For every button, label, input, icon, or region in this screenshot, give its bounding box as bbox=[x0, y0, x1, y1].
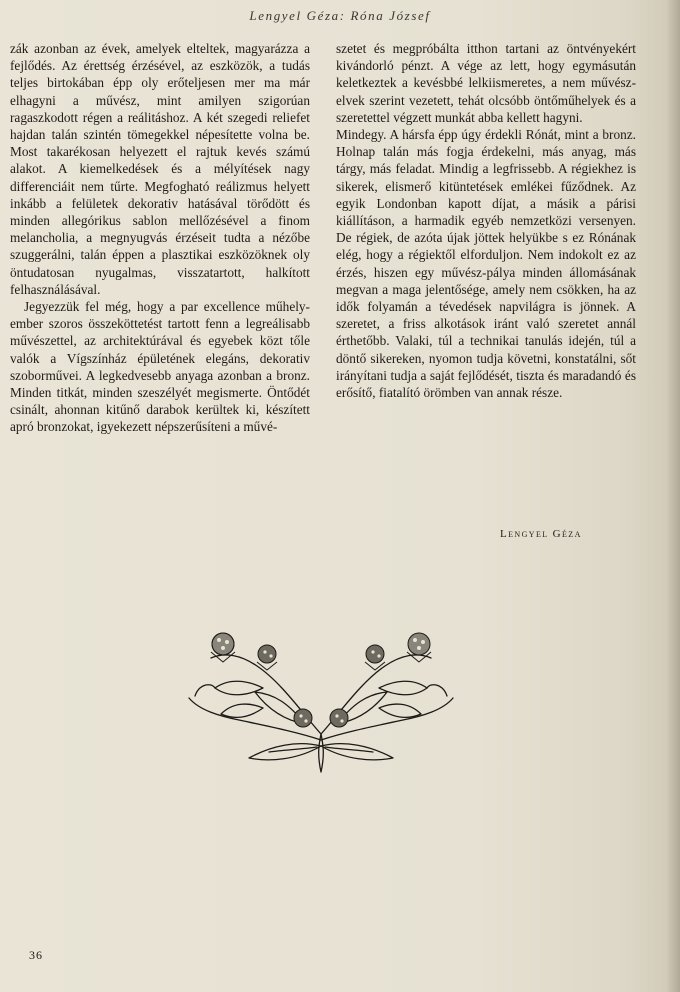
running-head: Lengyel Géza: Róna József bbox=[249, 8, 431, 23]
right-column bbox=[336, 40, 636, 401]
paragraph: zák azonban az évek, amelyek elteltek, magyarázza a fejlődés. Az érettség érzésével, az eszközök, a tudás teljes birtokában épp oly erőteljesen mer ma már elhagyni a művész, mint amilyen szigorúan ragaszkodott régen a reálitáshoz. A két szegedi reliefet hajdan talán szintén tömegekkel népesítette volna be. Most takarékosan helyezett el rajtuk kevés számú alakot. A kiemelkedések és a mélyítések nagy differenciáit nem tűrte. Megfogható reálizmus helyett inkább a felületek dekorativ hatásával törődött és minden allegórikus sablon mellőzésével a finom melancholia, a megnyugvás érzéseit tudta a nézőbe szuggerálni, talán éppen a plasztikai eszközöknek oly öntudatosan nyugalmas, visszatartott, halkított felhasználásával. bbox=[10, 41, 310, 297]
paragraph: szetet és megpróbálta itthon tartani az öntvényekért kivándorló pénzt. A vége az lett, hogy egymásután keletkeztek a kevésbbé lelkiismeretes, a nem művész-elvek szerint vezetett, tehát olcsóbb öntőműhelyek és a szeretettel végzett munkát abba kellett hagyni. bbox=[336, 41, 636, 125]
paragraph: Mindegy. A hársfa épp úgy érdekli Rónát, mint a bronz. Holnap talán más fogja érdekelni, más anyag, más tárgy, más feladat. Mindig a legfrissebb. A régiekhez is sikerek, elismerő kitüntetések emlékei fűződnek. Az egyik Londonban kapott díjat, a másik a párisi kiállításon, a harmadik egyéb nemzetközi versenyen. De régiek, de azóta újak jöttek helyükbe s ez Rónának elég, hogy a régiektől elforduljon. Nem indokolt ez az érzés, hiszen egy művész-pálya minden állomásának megvan a maga jelentősége, amely nem csökken, ha az idők folyamán a tévedések napvilágra is jönnek. A szeretet, a friss alkotások iránt való szeretet annál érthetőbb. Valaki, túl a technikai tanulás idején, túl a döntő sikereken, nyomon tudja követni, konstatálni, sőt irányítani tudja a saját fejlődését, tiszta és maradandó és erősítő, fiatalító örömben van annak része. bbox=[336, 127, 636, 401]
floral-ornament-icon bbox=[185, 622, 457, 782]
book-spine-shadow bbox=[666, 0, 680, 992]
author-signature: Lengyel Géza bbox=[500, 528, 582, 540]
left-column bbox=[10, 40, 310, 436]
paragraph: Jegyezzük fel még, hogy a par excellence műhely-ember szoros összeköttetést tartott fenn a legreálisabb művészettel, az architektúrával és egyebek közt tőle valók a Vígszínház épületének elegáns, dekorativ szoborművei. A legkedvesebb anyaga azonban a bronz. Minden titkát, minden szeszélyét megismerte. Öntődét csinált, ahonnan kitűnő darabok kerültek ki, készített apró bronzokat, igyekezett népszerűsíteni a művé- bbox=[10, 299, 310, 435]
page-number: 36 bbox=[29, 948, 43, 962]
